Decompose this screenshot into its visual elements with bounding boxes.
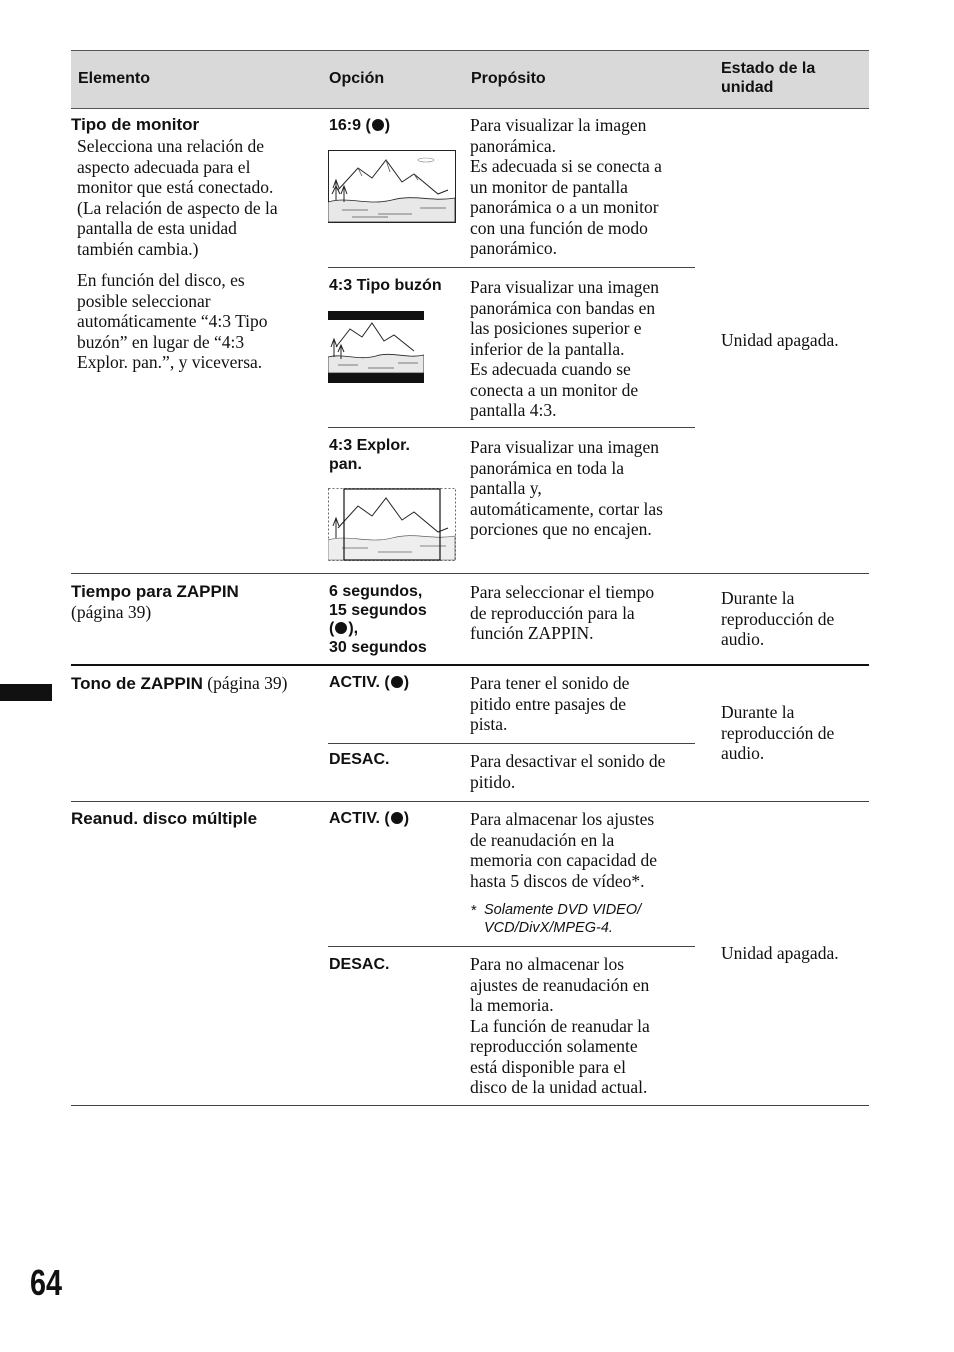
divider — [328, 427, 695, 428]
filled-circle-icon — [372, 119, 384, 131]
option-label: ACTIV. ( — [329, 674, 390, 691]
item-desc-monitor: Selecciona una relación de aspecto adecuada para el monitor que está conectado. (La relación de aspecto de la pantalla de esta unidad también cambia.) — [77, 136, 278, 259]
option-label-close: ) — [403, 674, 410, 691]
header-state: Estado de la unidad — [721, 60, 816, 96]
item-title-zappin-time: Tiempo para ZAPPIN — [71, 582, 239, 601]
section-tab-marker — [0, 684, 52, 701]
divider — [328, 743, 695, 744]
item-title-zappin-tone: Tono de ZAPPIN — [71, 674, 203, 693]
option-line — [329, 620, 427, 639]
item-zappin-time — [71, 582, 239, 623]
option-resume-off: DESAC. — [329, 956, 390, 973]
footnote-mark: * — [471, 903, 477, 919]
purpose-zappin-tone-on: Para tener el sonido de pitido entre pasajes de pista. — [470, 673, 630, 734]
item-zappin-tone — [71, 673, 287, 694]
purpose-resume-on: Para almacenar los ajustes de reanudación en la memoria con capacidad de hasta 5 discos de vídeo*. — [470, 809, 658, 891]
header-option: Opción — [329, 70, 385, 87]
row-divider — [71, 801, 869, 802]
table-bottom-border — [71, 1105, 869, 1106]
option-zappin-time — [329, 583, 427, 657]
header-item: Elemento — [78, 70, 151, 87]
landscape-letterbox-icon — [328, 311, 424, 383]
option-label: ACTIV. ( — [329, 810, 390, 827]
page-number: 64 — [30, 1262, 63, 1303]
purpose-zappin-tone-off: Para desactivar el sonido de pitido. — [470, 751, 666, 792]
filled-circle-icon — [335, 622, 347, 634]
option-text: ( — [329, 620, 335, 637]
option-line: 30 segundos — [329, 638, 427, 656]
item-title-monitor: Tipo de monitor — [71, 115, 200, 134]
row-divider — [71, 664, 869, 666]
state-monitor: Unidad apagada. — [721, 330, 839, 350]
option-label-close: ) — [384, 117, 391, 134]
page-ref: (página 39) — [202, 673, 288, 693]
row-divider — [71, 573, 869, 574]
divider — [328, 267, 695, 268]
landscape-panscan-icon — [328, 488, 456, 561]
filled-circle-icon — [391, 676, 403, 688]
footnote-text: Solamente DVD VIDEO/ VCD/DivX/MPEG-4. — [484, 902, 642, 936]
option-16-9 — [329, 117, 390, 136]
purpose-zappin-time: Para seleccionar el tiempo de reproducción para la función ZAPPIN. — [470, 582, 655, 643]
item-title-resume: Reanud. disco múltiple — [71, 809, 258, 828]
header-purpose: Propósito — [471, 70, 546, 87]
state-zappin-tone: Durante la reproducción de audio. — [721, 702, 835, 763]
option-text: ), — [348, 620, 359, 637]
option-resume-on — [329, 810, 409, 829]
option-letterbox: 4:3 Tipo buzón — [329, 277, 442, 294]
filled-circle-icon — [391, 812, 403, 824]
option-line: 15 segundos — [329, 601, 427, 619]
option-zappin-tone-off: DESAC. — [329, 751, 390, 768]
state-resume: Unidad apagada. — [721, 943, 839, 963]
landscape-16-9-icon — [328, 150, 456, 223]
purpose-letterbox: Para visualizar una imagen panorámica con bandas en las posiciones superior e inferior de la pantalla. Es adecuada cuando se conecta a un monitor de pantalla 4:3. — [470, 277, 660, 420]
option-zappin-tone-on — [329, 674, 409, 693]
purpose-panscan: Para visualizar una imagen panorámica en toda la pantalla y, automáticamente, cortar las porciones que no encajen. — [470, 437, 663, 539]
divider — [328, 946, 695, 947]
option-label-close: ) — [403, 810, 410, 827]
option-line: 6 segundos, — [329, 583, 423, 600]
item-note-monitor: En función del disco, es posible seleccionar automáticamente “4:3 Tipo buzón” en lugar de “4:3 Explor. pan.”, y viceversa. — [77, 270, 268, 372]
purpose-16-9: Para visualizar la imagen panorámica. Es adecuada si se conecta a un monitor de pantalla panorámica o a un monitor con una función de modo panorámico. — [470, 115, 662, 258]
purpose-resume-off: Para no almacenar los ajustes de reanudación en la memoria. La función de reanudar la reproducción solamente está disponible para el disco de la unidad actual. — [470, 954, 650, 1097]
option-panscan: 4:3 Explor. pan. — [329, 437, 410, 473]
page-ref: (página 39) — [71, 602, 152, 622]
state-zappin-time: Durante la reproducción de audio. — [721, 588, 835, 649]
option-label: 16:9 ( — [329, 117, 371, 134]
